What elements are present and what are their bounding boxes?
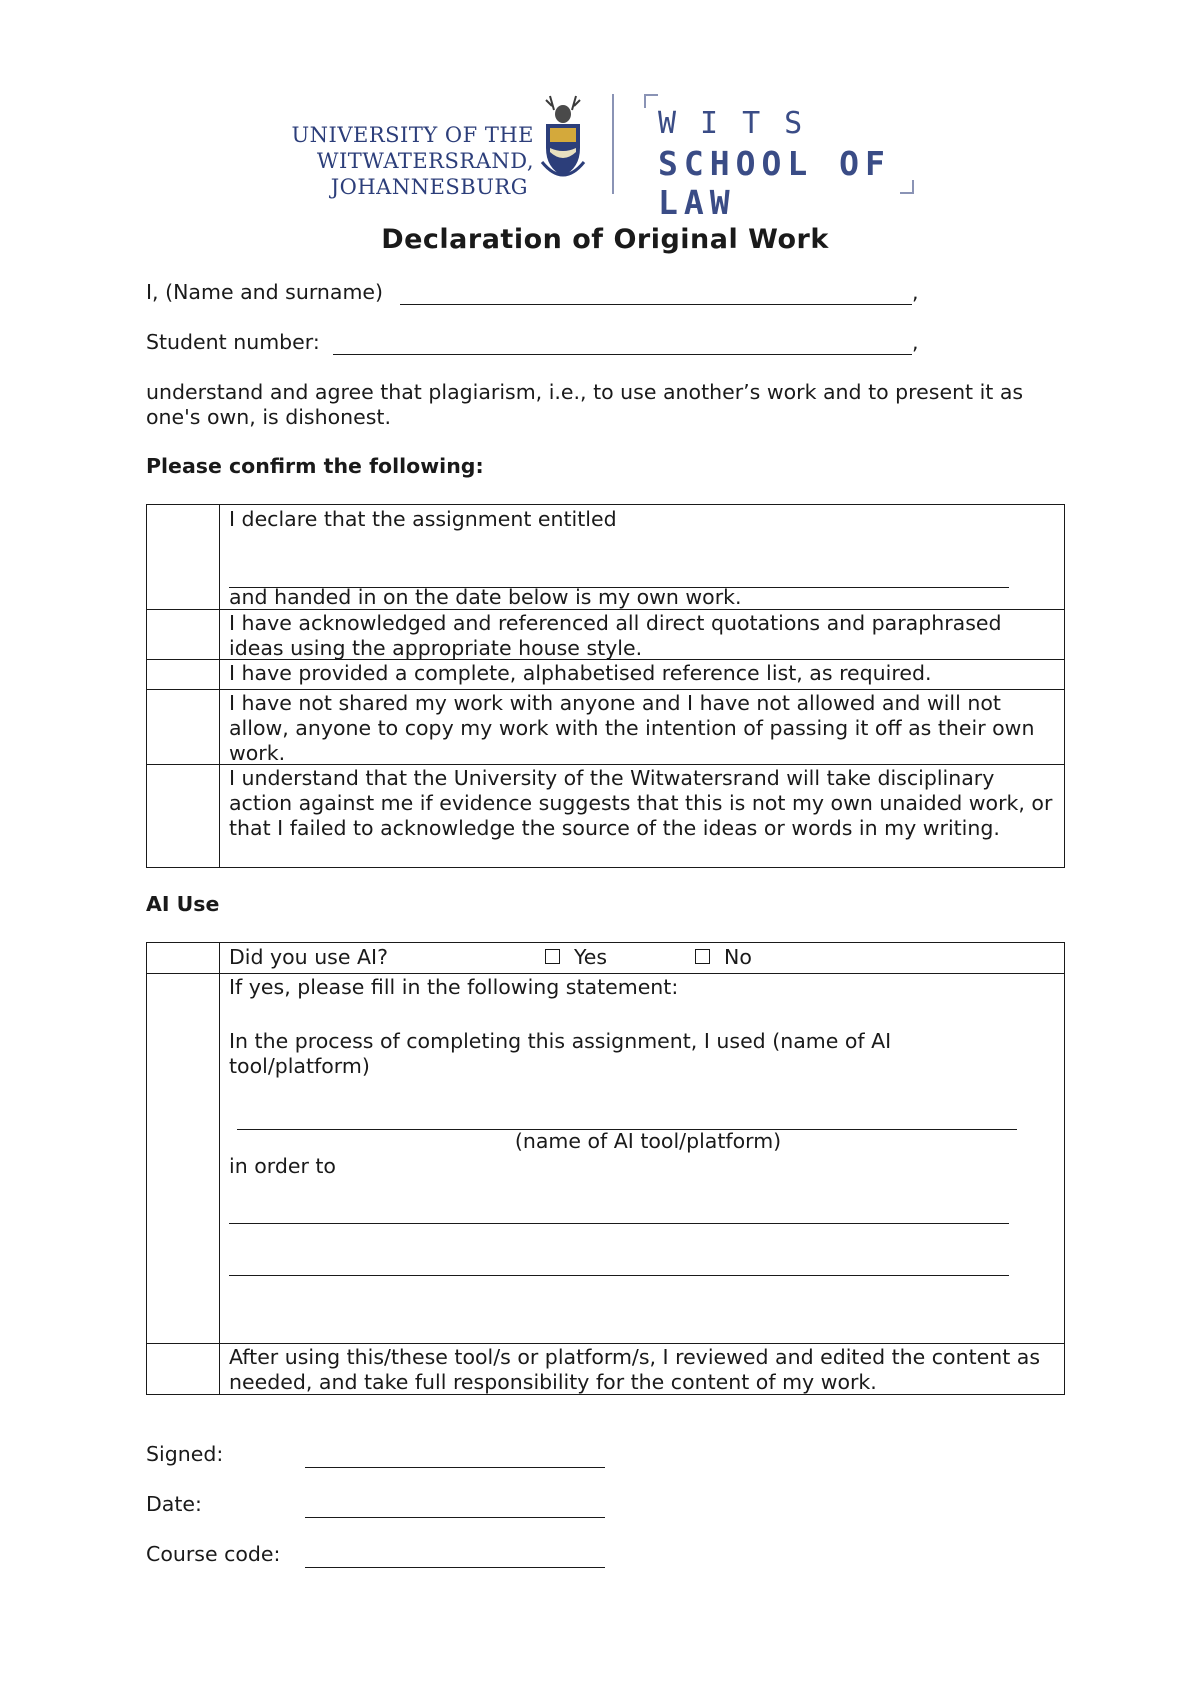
coat-of-arms-icon <box>536 92 590 192</box>
name-label: I, (Name and surname) <box>146 280 384 304</box>
no-label: No <box>724 945 752 969</box>
not-shared-text: I have not shared my work with anyone and I have not allowed and will not allow, anyone to copy my work with the intention of passing it off as their own work. <box>229 691 1035 765</box>
page-title: Declaration of Original Work <box>381 224 829 255</box>
ai-purpose-field-1[interactable] <box>229 1198 1009 1224</box>
confirmation-table <box>146 504 1065 868</box>
student-number-comma: , <box>912 330 919 354</box>
logo-divider <box>612 94 614 194</box>
university-name-line2: WITWATERSRAND, <box>316 149 534 173</box>
confirm-checkbox-cell-3[interactable] <box>147 659 219 689</box>
did-you-use-ai-question: Did you use AI? <box>229 945 388 969</box>
confirm-checkbox-cell-5[interactable] <box>147 764 219 869</box>
school-of-law-logo <box>644 94 914 222</box>
ai-checkbox-cell-2[interactable] <box>147 973 219 1343</box>
confirm-checkbox-cell-4[interactable] <box>147 689 219 764</box>
university-name-line1: UNIVERSITY OF THE <box>291 123 534 147</box>
plagiarism-statement: understand and agree that plagiarism, i.e., to use another’s work and to present it as one's own, is dishonest. <box>146 380 1024 429</box>
in-order-to-text: in order to <box>229 1154 336 1178</box>
confirm-checkbox-cell-2[interactable] <box>147 609 219 659</box>
assignment-declaration-text: I declare that the assignment entitled <box>229 507 617 531</box>
ai-yes-option[interactable] <box>545 945 607 970</box>
if-yes-instruction: If yes, please fill in the following statement: <box>229 975 679 999</box>
ai-use-heading: AI Use <box>146 892 220 916</box>
reference-list-text: I have provided a complete, alphabetised reference list, as required. <box>229 661 932 685</box>
ai-purpose-field-2[interactable] <box>229 1248 1009 1276</box>
date-field[interactable] <box>305 1492 605 1518</box>
signed-label: Signed: <box>146 1442 224 1466</box>
university-name-line3: JOHANNESBURG <box>330 175 528 199</box>
school-of-law-wordmark: SCHOOL OF LAW <box>658 144 891 222</box>
yes-checkbox[interactable] <box>545 949 560 964</box>
disciplinary-text: I understand that the University of the Witwatersrand will take disciplinary action against me if evidence suggests that this is not my own unaided work, or that I failed to acknowledge the source of the ideas or words in my writing. <box>229 766 1053 840</box>
ai-statement-text: In the process of completing this assignment, I used (name of AI tool/platform) <box>229 1029 892 1078</box>
date-label: Date: <box>146 1492 202 1516</box>
ai-tool-caption: (name of AI tool/platform) <box>514 1129 782 1153</box>
course-code-label: Course code: <box>146 1542 281 1566</box>
student-number-field[interactable] <box>333 330 912 355</box>
signature-field[interactable] <box>305 1442 605 1468</box>
wits-wordmark: WITS <box>658 106 827 141</box>
name-field-comma: , <box>912 280 919 304</box>
ai-no-option[interactable] <box>695 945 752 970</box>
ai-checkbox-cell-1[interactable] <box>147 943 219 973</box>
confirm-checkbox-cell-1[interactable] <box>147 505 219 609</box>
references-text: I have acknowledged and referenced all direct quotations and paraphrased ideas using the appropriate house style. <box>229 611 1002 660</box>
ai-checkbox-cell-3[interactable] <box>147 1343 219 1396</box>
course-code-field[interactable] <box>305 1542 605 1568</box>
assignment-title-field[interactable] <box>229 545 1009 588</box>
no-checkbox[interactable] <box>695 949 710 964</box>
confirm-heading: Please confirm the following: <box>146 454 484 478</box>
ai-tool-name-field[interactable] <box>237 1103 1017 1130</box>
handed-in-text: and handed in on the date below is my own work. <box>229 585 742 609</box>
name-field[interactable] <box>400 280 912 305</box>
ai-use-table <box>146 942 1065 1395</box>
student-number-label: Student number: <box>146 330 320 354</box>
after-use-text: After using this/these tool/s or platform/s, I reviewed and edited the content as needed, and take full responsibility for the content of my work. <box>229 1345 1041 1394</box>
university-logo <box>290 118 590 200</box>
yes-label: Yes <box>574 945 608 969</box>
